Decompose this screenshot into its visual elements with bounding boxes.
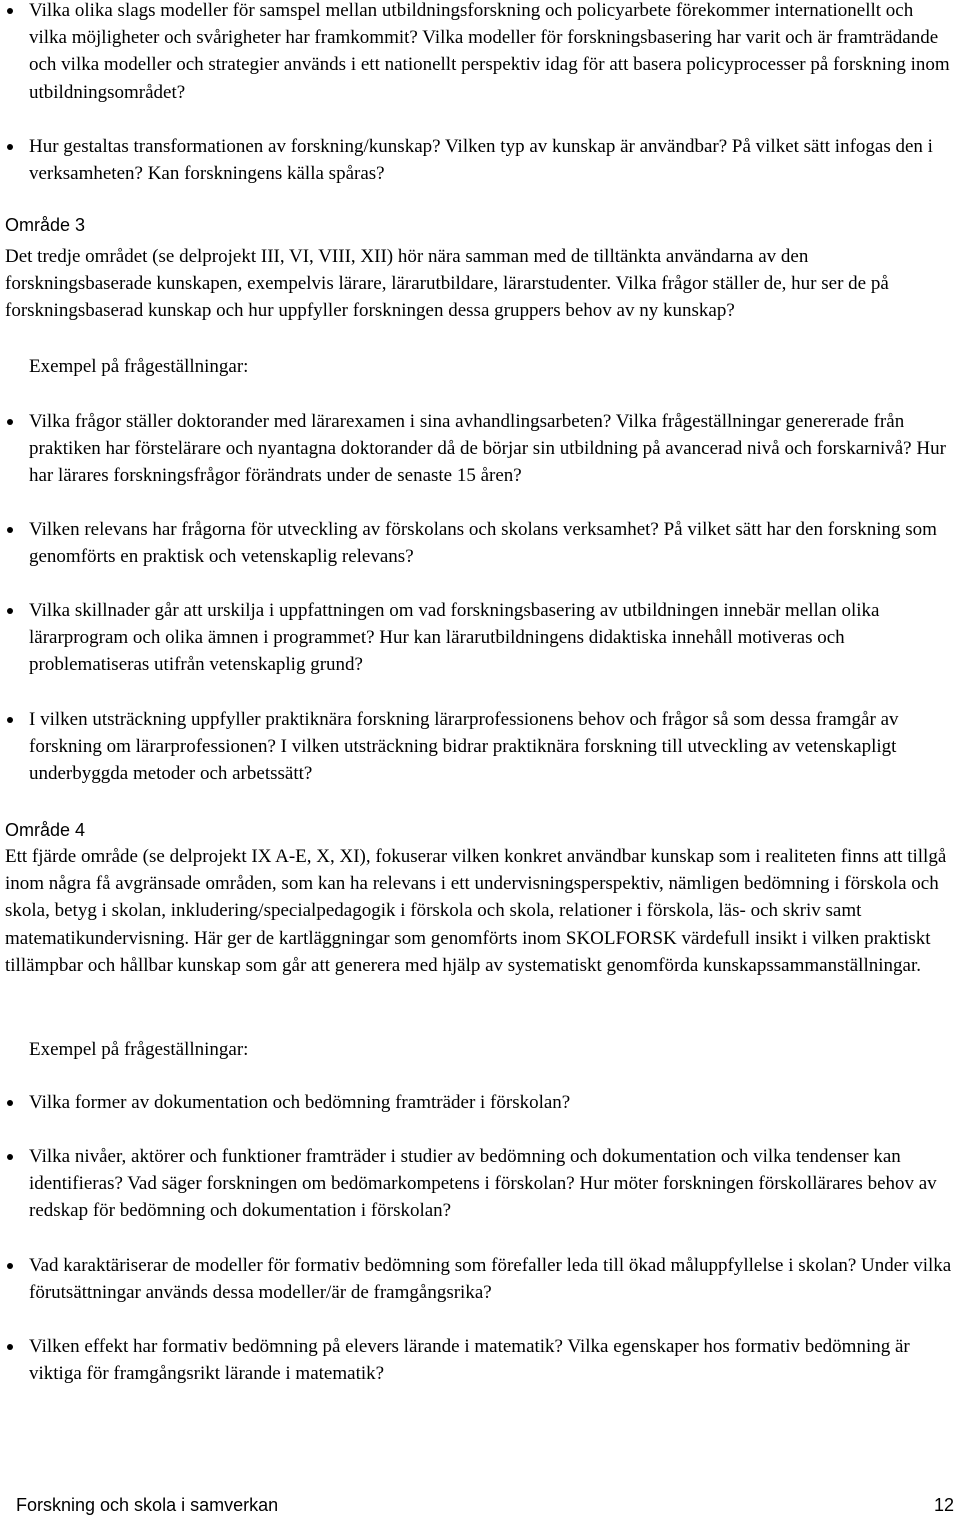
list-item: I vilken utsträckning uppfyller praktiknära forskning lärarprofessionens behov och frågor så som dessa framgår av forskning om lärarprofessionen? I vilken utsträckning bidrar praktiknära forskning till utveckling av vetenskapligt underbyggda metoder och arbetssätt? (5, 706, 955, 788)
list-item: Vilken effekt har formativ bedömning på elevers lärande i matematik? Vilka egenskaper hos formativ bedömning är viktiga för framgångsrikt lärande i matematik? (5, 1333, 955, 1387)
list-item: Vilka nivåer, aktörer och funktioner framträder i studier av bedömning och dokumentation och vilka tendenser kan identifieras? Vad säger forskningen om bedömarkompetens i förskolan? Hur möter forskningen förskollärares behov av redskap för bedömning och dokumentation i förskolan? (5, 1143, 955, 1225)
list-item: Vilka skillnader går att urskilja i uppfattningen om vad forskningsbasering av utbildningen innebär mellan olika lärarprogram och olika ämnen i programmet? Hur kan lärarutbildningens didaktiska innehåll motiveras och problematiseras utifrån vetenskaplig grund? (5, 597, 955, 679)
page-footer (16, 1492, 960, 1519)
list-item: Vad karaktäriserar de modeller för formativ bedömning som förefaller leda till ökad måluppfyllelse i skolan? Under vilka förutsättningar används dessa modeller/är de framgångsrika? (5, 1252, 955, 1306)
page-number: 12 (933, 1495, 954, 1515)
examples-label: Exempel på frågeställningar: (29, 1039, 249, 1060)
examples-label: Exempel på frågeställningar: (29, 356, 249, 377)
section-heading-3: Område 3 (5, 215, 86, 235)
section-4-paragraph: Ett fjärde område (se delprojekt IX A-E, X, XI), fokuserar vilken konkret användbar kunskap som i realiteten finns att tillgå inom några få avgränsade områden, som kan ha relevans i ett undervisningsperspektiv, nämligen bedömning i förskola och skola, betyg i skolan, inkludering/specialpedagogik i förskola och skola, relationer i förskola, läs- och skriv samt matematikundervisning. Här ger de kartläggningar som genomförts inom SKOLFORSK värdefull insikt i vilken praktiskt tillämpbar och hållbar kunskap som går att generera med hjälp av systematiskt genomförda kunskapssammanställningar. (5, 846, 947, 976)
list-item: Hur gestaltas transformationen av forskning/kunskap? Vilken typ av kunskap är användbar? På vilket sätt infogas den i verksamheten? Kan forskningens källa spåras? (5, 133, 955, 187)
list-item: Vilken relevans har frågorna för utveckling av förskolans och skolans verksamhet? På vilket sätt har den forskning som genomförts en praktisk och vetenskaplig relevans? (5, 516, 955, 570)
list-item: Vilka olika slags modeller för samspel mellan utbildningsforskning och policyarbete förekommer internationellt och vilka möjligheter och svårigheter har framkommit? Vilka modeller för forskningsbasering har varit och är framträdande och vilka modeller och strategier används i ett nationellt perspektiv idag för att basera policyprocesser på forskning inom utbildningsområdet? (5, 0, 955, 106)
section-3-paragraph: Det tredje området (se delprojekt III, VI, VIII, XII) hör nära samman med de tilltänkta användarna av den forskningsbaserade kunskapen, exempelvis lärare, lärarutbildare, lärarstudenter. Vilka frågor ställer de, hur ser de på forskningsbaserad kunskap och hur uppfyller forskningen dessa gruppers behov av ny kunskap? (5, 246, 889, 322)
list-item: Vilka former av dokumentation och bedömning framträder i förskolan? (5, 1089, 570, 1116)
footer-title: Forskning och skola i samverkan (16, 1495, 279, 1515)
list-item: Vilka frågor ställer doktorander med lärarexamen i sina avhandlingsarbeten? Vilka frågeställningar genererade från praktiken har förstelärare och nyantagna doktorander då de börjar sin utbildning på avancerad nivå och forskarnivå? Hur har lärares forskningsfrågor förändrats under de senaste 15 åren? (5, 408, 955, 490)
section-heading-4: Område 4 (5, 820, 86, 840)
